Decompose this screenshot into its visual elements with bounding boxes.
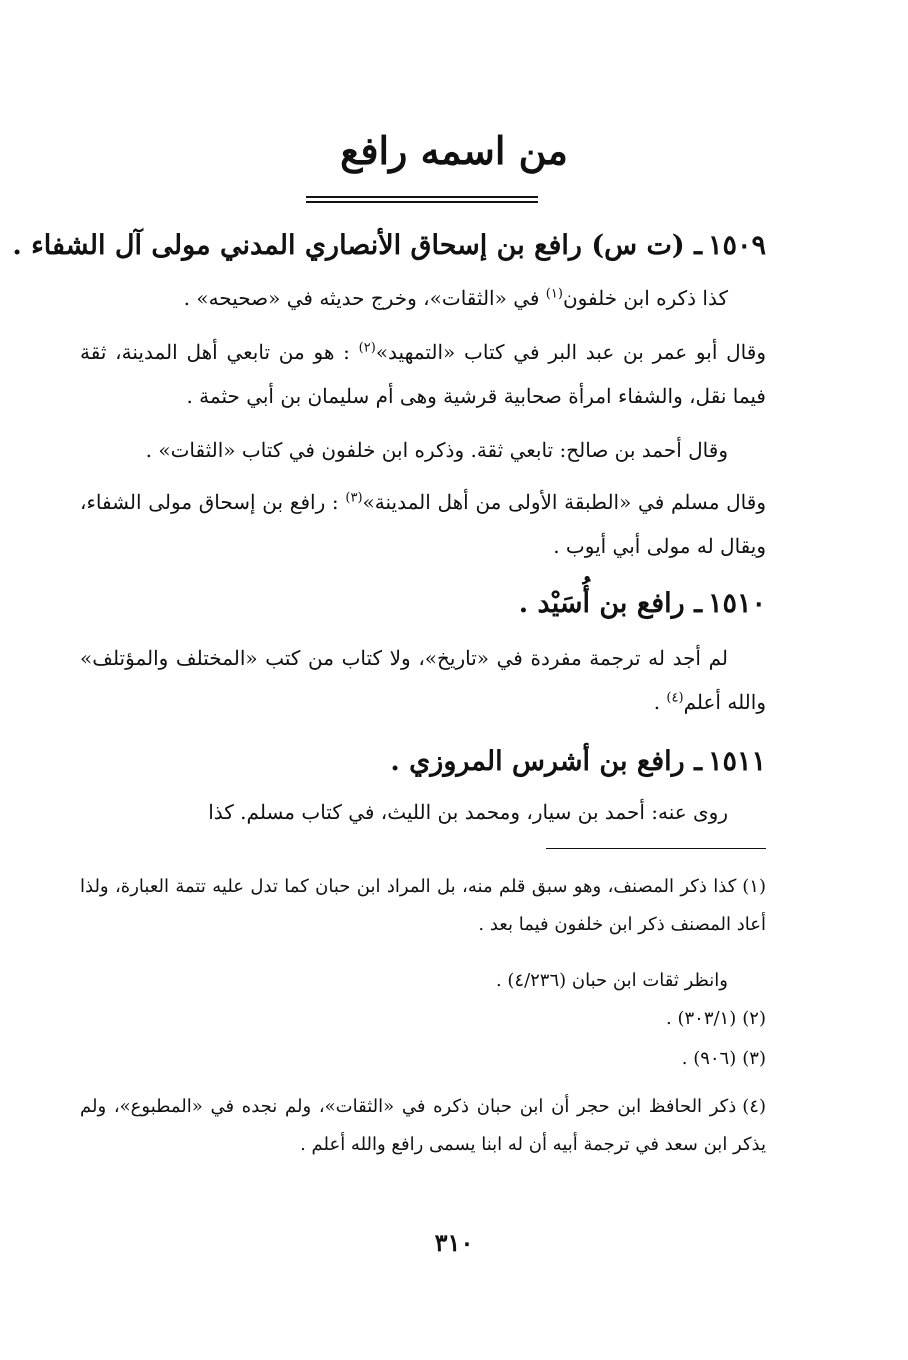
paragraph-text: كذا ذكره ابن خلفون [562,286,728,310]
footnote-marker: (١) [545,286,563,302]
footnote-marker: (٣) [345,490,363,506]
footnote-1 [80,868,766,944]
paragraph [80,636,766,724]
footnote-1-continuation [80,962,728,1000]
paragraph-text: وقال مسلم في «الطبقة الأولى من أهل المدينة» [362,490,766,514]
footnote-text: كذا ذكر المصنف، وهو سبق قلم منه، بل المراد ابن حبان كما تدل عليه تتمة العبارة، ولذا أعاد المصنف ذكر ابن خلفون فيما بعد . [80,876,766,935]
footnote-number: (١) [742,876,766,897]
section-title: من اسمه رافع [340,128,568,173]
footnote-marker: (٢) [358,340,376,356]
entry-heading-text: ـ (ت س) رافع بن إسحاق الأنصاري المدني مولى آل الشفاء . [12,230,702,261]
footnote-text: ذكر الحافظ ابن حجر أن ابن حبان ذكره في «الثقات»، ولم نجده في «المطبوع»، ولم يذكر ابن سعد في ترجمة أبيه أن له ابنا يسمى رافع والله أعلم . [80,1096,766,1155]
paragraph-text: وقال أبو عمر بن عبد البر في كتاب «التمهيد» [375,340,766,364]
entry-heading-text: ـ رافع بن أُسَيْد . [518,588,702,619]
page-number: ٣١٠ [434,1228,474,1257]
entry-heading-text: ـ رافع بن أشرس المروزي . [390,746,702,777]
paragraph-text: . [653,690,667,714]
paragraph-text: وقال أحمد بن صالح: تابعي ثقة. وذكره ابن خلفون في كتاب «الثقات» . [145,438,728,462]
paragraph [80,276,766,320]
title-double-rule [306,196,538,203]
paragraph [80,330,766,418]
footnote-4 [80,1088,766,1164]
footnote-text: (٩٠٦) . [681,1048,737,1069]
entry-number: ١٥١٠ [707,588,766,619]
footnote-number: (٢) [742,1008,766,1029]
footnote-number: (٣) [742,1048,766,1069]
footnote-2 [80,1000,766,1038]
paragraph-text: روى عنه: أحمد بن سيار، ومحمد بن الليث، في كتاب مسلم. كذا [208,800,728,824]
entry-number: ١٥١١ [707,746,766,777]
entry-heading-1510 [66,586,766,621]
paragraph-text: : هو من تابعي أهل المدينة، ثقة فيما نقل، والشفاء امرأة صحابية قرشية وهى أم سليمان بن أبي حثمة . [80,340,766,408]
paragraph-text: لم أجد له ترجمة مفردة في «تاريخ»، ولا كتاب من كتب «المختلف والمؤتلف» والله أعلم [80,646,766,714]
paragraph [80,790,766,834]
paragraph [80,480,766,568]
paragraph-text: في «الثقات»، وخرج حديثه في «صحيحه» . [183,286,546,310]
paragraph-text: : رافع بن إسحاق مولى الشفاء، ويقال له مولى أبي أيوب . [80,490,766,558]
entry-number: ١٥٠٩ [707,230,766,261]
paragraph [80,428,766,472]
entry-heading-1511 [66,744,766,779]
entry-heading-1509 [12,228,766,263]
footnote-text: وانظر ثقات ابن حبان (٤/٢٣٦) . [495,970,728,991]
footnote-text: (٣٠٣/١) . [666,1008,737,1029]
footnote-number: (٤) [742,1096,766,1117]
footnote-separator [546,848,766,849]
footnote-marker: (٤) [666,690,684,706]
footnote-3 [80,1040,766,1078]
